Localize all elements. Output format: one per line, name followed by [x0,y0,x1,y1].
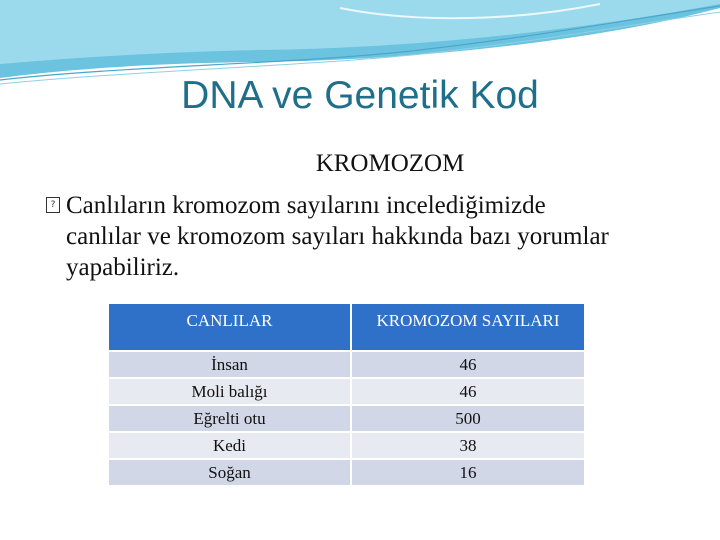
table-row [108,351,585,378]
body-paragraph [46,190,686,283]
organism-cell: Kedi [108,432,351,459]
table-row [108,432,585,459]
paragraph-text-1: Canlıların kromozom sayılarını incelediğimizde [66,192,546,219]
count-cell: 46 [351,378,585,405]
column-header-chromosome-counts: KROMOZOM SAYILARI [351,303,585,351]
table-header-row [108,303,585,351]
slide-subtitle: KROMOZOM [315,150,465,177]
paragraph-line-3: yapabiliriz. [66,254,180,281]
count-cell: 16 [351,459,585,486]
table-row [108,459,585,486]
missing-glyph-icon: ? [46,197,60,213]
column-header-organisms: CANLILAR [108,303,351,351]
organism-cell: Moli balığı [108,378,351,405]
count-cell: 46 [351,351,585,378]
paragraph-line-2: canlılar ve kromozom sayıları hakkında bazı yorumlar [66,223,609,250]
organism-cell: İnsan [108,351,351,378]
table-row [108,378,585,405]
count-cell: 500 [351,405,585,432]
count-cell: 38 [351,432,585,459]
organism-cell: Soğan [108,459,351,486]
table-row [108,405,585,432]
slide-title: DNA ve Genetik Kod [181,74,539,117]
paragraph-line-1 [46,190,686,221]
chromosome-table [107,302,586,487]
organism-cell: Eğrelti otu [108,405,351,432]
